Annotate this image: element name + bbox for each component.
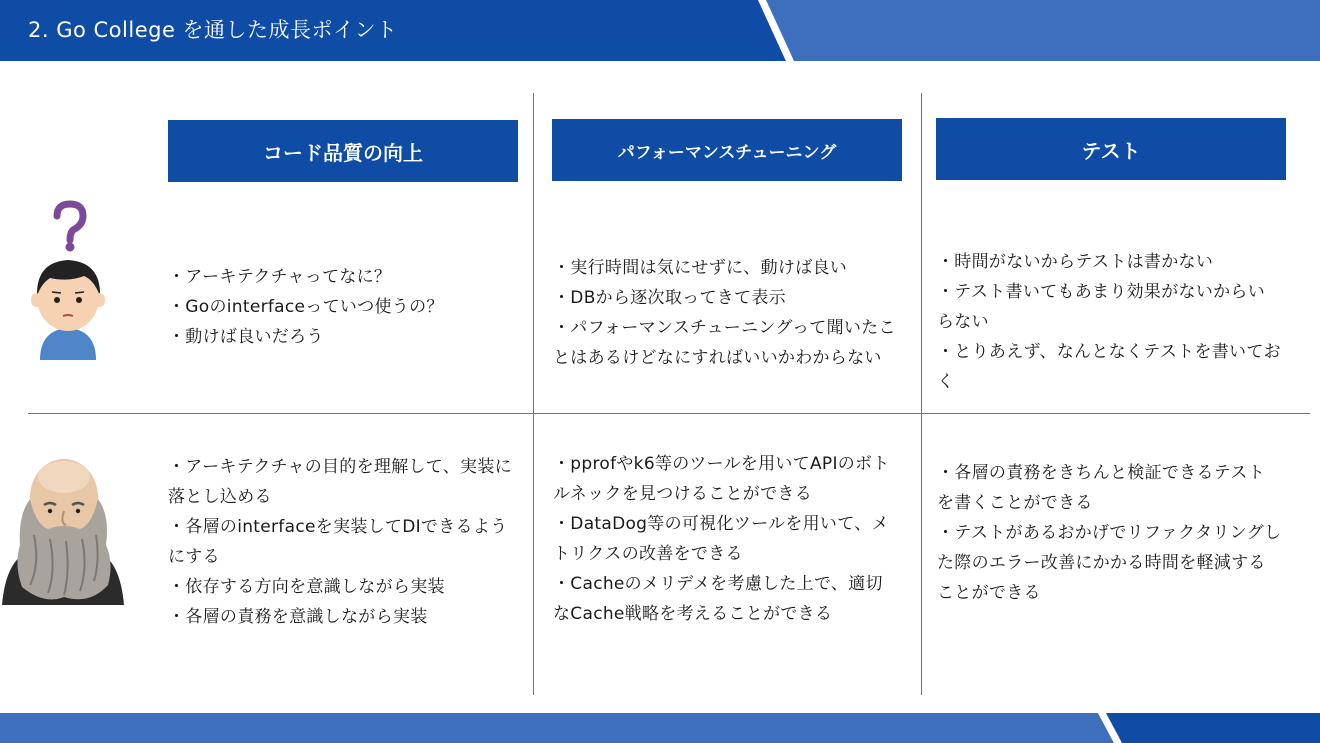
cell-after-test	[937, 458, 1282, 608]
cell-after-performance	[553, 449, 898, 629]
footer-background	[0, 713, 1320, 743]
row-divider	[28, 413, 1310, 414]
column-divider	[921, 93, 922, 695]
cell-before-code-quality	[168, 262, 524, 352]
column-header-code-quality: コード品質の向上	[168, 120, 518, 182]
column-header-test: テスト	[936, 118, 1286, 180]
list-item: ・テストがあるおかげでリファクタリングした際のエラー改善にかかる時間を軽減することができる	[937, 523, 1282, 603]
cell-before-test	[937, 247, 1282, 397]
header-bar	[0, 0, 1320, 61]
list-item: ・動けば良いだろう	[168, 327, 324, 347]
list-item: ・各層の責務を意識しながら実装	[168, 607, 428, 627]
list-item: ・pprofやk6等のツールを用いてAPIのボトルネックを見つけることができる	[553, 454, 890, 504]
list-item: ・テスト書いてもあまり効果がないからいらない	[937, 282, 1266, 332]
list-item: ・アーキテクチャの目的を理解して、実装に落とし込める	[168, 457, 512, 507]
list-item: ・Goのinterfaceっていつ使うの？	[168, 297, 444, 317]
list-item: ・時間がないからテストは書かない	[937, 252, 1214, 272]
list-item: ・DBから逐次取ってきて表示	[553, 288, 786, 308]
footer-bar	[0, 713, 1320, 743]
list-item: ・実行時間は気にせずに、動けば良い	[553, 258, 848, 278]
list-item: ・パフォーマンスチューニングって聞いたことはあるけどなにすればいいかわからない	[553, 318, 896, 368]
cell-before-performance	[553, 253, 898, 373]
column-header-performance-tuning: パフォーマンスチューニング	[552, 119, 902, 181]
list-item: ・Cacheのメリデメを考慮した上で、適切なCache戦略を考えることができる	[553, 574, 883, 624]
page-title: 2. Go College を通した成長ポイント	[28, 18, 398, 42]
confused-boy-icon	[24, 200, 114, 370]
list-item: ・各層のinterfaceを実装してDIできるようにする	[168, 517, 508, 567]
list-item: ・アーキテクチャってなに？	[168, 267, 392, 287]
list-item: ・DataDog等の可視化ツールを用いて、メトリクスの改善をできる	[553, 514, 889, 564]
column-divider	[533, 93, 534, 695]
list-item: ・とりあえず、なんとなくテストを書いておく	[937, 342, 1281, 392]
list-item: ・各層の責務をきちんと検証できるテストを書くことができる	[937, 463, 1266, 513]
cell-after-code-quality	[168, 452, 520, 632]
wise-old-man-icon	[0, 455, 126, 605]
list-item: ・依存する方向を意識しながら実装	[168, 577, 445, 597]
